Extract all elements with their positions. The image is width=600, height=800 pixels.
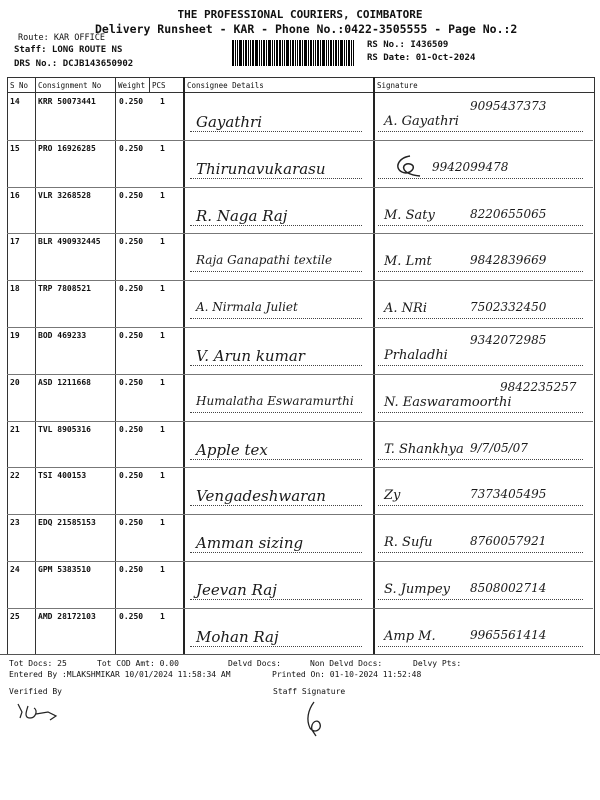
col-sno: S No — [10, 81, 29, 90]
receiver-signature: Zy — [384, 488, 401, 504]
writing-line — [190, 365, 362, 366]
non-delivered-docs: Non Delvd Docs: — [310, 659, 383, 668]
consignee-handwritten: A. Nirmala Juliet — [196, 300, 298, 315]
writing-line — [378, 646, 583, 647]
consignment-number: TSI 400153 — [38, 471, 87, 481]
pieces-count: 1 — [160, 377, 165, 387]
serial-number: 24 — [10, 565, 20, 574]
consignee-handwritten: Mohan Raj — [196, 627, 279, 646]
row-separator — [7, 140, 593, 141]
phone-number-handwritten: 7373405495 — [470, 487, 547, 502]
writing-line — [378, 131, 583, 132]
rs-number: RS No.: I436509 — [367, 40, 449, 50]
phone-number-handwritten: 9842839669 — [470, 253, 547, 268]
col-divider — [35, 77, 36, 654]
weight-value: 0.250 — [119, 424, 144, 434]
pieces-count: 1 — [160, 284, 165, 294]
total-cod-amount: Tot COD Amt: 0.00 — [97, 659, 179, 668]
phone-number-handwritten: 8760057921 — [470, 534, 547, 549]
writing-line — [378, 318, 583, 319]
weight-value: 0.250 — [119, 284, 144, 294]
consignee-handwritten: Thirunavukarasu — [196, 159, 326, 178]
serial-number: 16 — [10, 190, 20, 200]
serial-number: 17 — [10, 237, 20, 247]
serial-number: 21 — [10, 424, 20, 434]
consignment-number: TRP 7808521 — [38, 284, 91, 294]
consignee-handwritten: Vengadeshwaran — [196, 487, 326, 506]
serial-number: 15 — [10, 143, 20, 153]
row-separator — [7, 374, 593, 375]
serial-number: 18 — [10, 284, 20, 294]
consignment-number: TVL 8905316 — [38, 424, 91, 434]
pieces-count: 1 — [160, 331, 165, 340]
col-weight: Weight — [118, 81, 146, 90]
consignment-number: GPM 5383510 — [38, 565, 91, 574]
col-divider — [183, 77, 185, 654]
receiver-signature: S. Jumpey — [384, 582, 450, 597]
col-divider — [373, 77, 375, 654]
col-consignment: Consignment No — [38, 81, 102, 90]
receiver-signature: Amp M. — [384, 628, 436, 644]
consignee-handwritten: Amman sizing — [196, 534, 304, 553]
receiver-signature: M. Saty — [384, 207, 435, 223]
col-pcs: PCS — [152, 81, 166, 90]
pieces-count: 1 — [160, 611, 165, 621]
consignee-handwritten: V. Arun kumar — [196, 347, 305, 365]
weight-value: 0.250 — [119, 97, 144, 106]
writing-line — [190, 505, 362, 506]
consignee-handwritten: Jeevan Raj — [196, 581, 277, 599]
writing-line — [190, 318, 362, 319]
row-separator — [7, 514, 593, 515]
staff-label: Staff: LONG ROUTE NS — [14, 45, 123, 55]
phone-number-handwritten: 8220655065 — [470, 206, 547, 221]
receiver-signature: A. NRi — [384, 301, 427, 317]
col-divider — [115, 77, 116, 654]
consignment-number: VLR 3268528 — [38, 190, 91, 200]
pieces-count: 1 — [160, 471, 165, 481]
printed-on: Printed On: 01-10-2024 11:52:48 — [272, 670, 422, 679]
writing-line — [190, 131, 362, 132]
staff-signature — [300, 700, 330, 738]
row-separator — [7, 280, 593, 281]
rs-date: RS Date: 01-Oct-2024 — [367, 53, 476, 63]
row-separator — [7, 327, 593, 328]
row-separator — [7, 467, 593, 468]
pieces-count: 1 — [160, 143, 165, 153]
writing-line — [190, 599, 362, 600]
consignment-number: BLR 490932445 — [38, 237, 101, 247]
phone-number-handwritten: 7502332450 — [470, 300, 547, 315]
consignee-handwritten: Raja Ganapathi textile — [196, 253, 333, 268]
pieces-count: 1 — [160, 97, 165, 106]
company-name: THE PROFESSIONAL COURIERS, COIMBATORE — [177, 8, 423, 21]
delivery-points: Delvy Pts: — [413, 659, 462, 668]
phone-number-handwritten: 9965561414 — [470, 627, 547, 642]
writing-line — [378, 225, 583, 226]
serial-number: 14 — [10, 97, 20, 106]
row-separator — [7, 421, 593, 422]
receiver-signature: N. Easwaramoorthi — [384, 394, 512, 410]
writing-line — [190, 225, 362, 226]
serial-number: 22 — [10, 471, 20, 481]
writing-line — [190, 271, 362, 272]
weight-value: 0.250 — [119, 190, 144, 200]
row-separator — [7, 233, 593, 234]
row-separator — [7, 608, 593, 609]
row-separator — [7, 561, 593, 562]
phone-number-handwritten: 9342072985 — [470, 333, 547, 347]
staff-signature-label: Staff Signature — [273, 687, 346, 696]
col-divider — [149, 77, 150, 93]
writing-line — [190, 552, 362, 553]
phone-number-handwritten: 9842235257 — [500, 379, 577, 394]
weight-value: 0.250 — [119, 471, 144, 481]
weight-value: 0.250 — [119, 565, 144, 574]
weight-value: 0.250 — [119, 143, 144, 153]
serial-number: 19 — [10, 331, 20, 340]
pieces-count: 1 — [160, 565, 165, 574]
consignment-number: AMD 28172103 — [38, 611, 96, 621]
runsheet-title: Delivery Runsheet - KAR - Phone No.:0422-3505555 - Page No.:2 — [95, 22, 518, 36]
row-separator — [7, 187, 593, 188]
delivered-docs: Delvd Docs: — [228, 659, 281, 668]
writing-line — [190, 646, 362, 647]
writing-line — [190, 459, 362, 460]
phone-number-handwritten: 9095437373 — [470, 99, 547, 113]
receiver-signature: R. Sufu — [384, 535, 433, 551]
barcode — [232, 40, 360, 66]
receiver-signature: M. Lmt — [384, 254, 432, 270]
pieces-count: 1 — [160, 190, 165, 200]
drs-number: DRS No.: DCJB143650902 — [14, 59, 134, 69]
footer-rule — [0, 654, 600, 655]
route-label: Route: KAR OFFICE — [18, 33, 105, 43]
writing-line — [378, 271, 583, 272]
writing-line — [378, 459, 583, 460]
consignment-number: EDQ 21585153 — [38, 518, 96, 528]
writing-line — [190, 412, 362, 413]
serial-number: 25 — [10, 611, 20, 621]
phone-number-handwritten: 8508002714 — [470, 581, 547, 595]
phone-number-handwritten: 9942099478 — [432, 159, 509, 174]
consignment-number: PRO 16926285 — [38, 143, 96, 153]
phone-number-handwritten: 9/7/05/07 — [470, 440, 528, 455]
writing-line — [378, 505, 583, 506]
consignee-handwritten: R. Naga Raj — [196, 206, 288, 225]
header-rule — [7, 92, 595, 93]
consignment-number: ASD 1211668 — [38, 377, 91, 387]
writing-line — [378, 365, 583, 366]
consignee-handwritten: Apple tex — [196, 440, 268, 459]
entered-by: Entered By :MLAKSHMIKAR 10/01/2024 11:58:34 AM — [9, 670, 231, 679]
receiver-signature — [390, 154, 424, 180]
col-signature: Signature — [377, 81, 418, 90]
weight-value: 0.250 — [119, 331, 144, 340]
weight-value: 0.250 — [119, 518, 144, 528]
writing-line — [190, 178, 362, 179]
col-consignee: Consignee Details — [187, 81, 264, 90]
consignment-number: KRR 50073441 — [38, 97, 96, 106]
consignee-handwritten: Gayathri — [196, 113, 262, 131]
weight-value: 0.250 — [119, 377, 144, 387]
weight-value: 0.250 — [119, 611, 144, 621]
pieces-count: 1 — [160, 237, 165, 247]
serial-number: 23 — [10, 518, 20, 528]
writing-line — [378, 599, 583, 600]
serial-number: 20 — [10, 377, 20, 387]
pieces-count: 1 — [160, 424, 165, 434]
verified-by-label: Verified By — [9, 687, 62, 696]
receiver-signature: A. Gayathri — [384, 114, 459, 129]
weight-value: 0.250 — [119, 237, 144, 247]
verifier-signature — [14, 700, 64, 728]
receiver-signature: Prhaladhi — [384, 348, 448, 363]
consignment-number: BOD 469233 — [38, 331, 87, 340]
pieces-count: 1 — [160, 518, 165, 528]
total-docs: Tot Docs: 25 — [9, 659, 67, 668]
writing-line — [378, 552, 583, 553]
writing-line — [378, 412, 583, 413]
consignee-handwritten: Humalatha Eswaramurthi — [196, 393, 354, 408]
receiver-signature: T. Shankhya — [384, 441, 464, 457]
